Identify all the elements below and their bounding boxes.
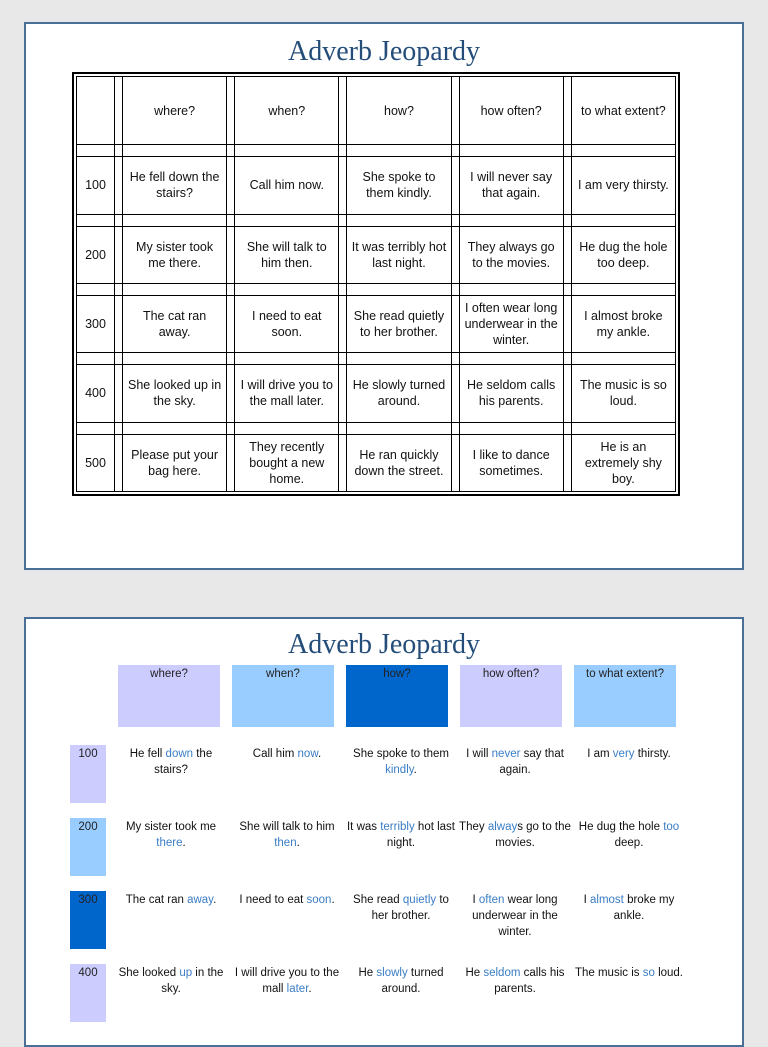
column-gap (563, 295, 571, 352)
question-cell: He dug the hole too deep. (571, 226, 675, 283)
answer-cell (458, 746, 572, 778)
question-cell: I will drive you to the mall later. (235, 365, 339, 422)
column-gap (227, 365, 235, 422)
column-header: where? (123, 77, 227, 145)
table-row (77, 365, 676, 422)
adverb-highlight: later (286, 983, 309, 995)
answer-cell (114, 965, 228, 997)
sentence-text: . (331, 894, 335, 906)
jeopardy-table (72, 72, 680, 496)
adverb-highlight: soon (306, 894, 332, 906)
column-gap (339, 157, 347, 214)
adverb-highlight: then (274, 837, 297, 849)
category-header[interactable]: how? (346, 665, 448, 727)
answer-cell (230, 819, 344, 851)
adverb-highlight: seldom (483, 967, 521, 979)
column-gap (115, 365, 123, 422)
slide-1 (24, 22, 744, 570)
question-cell: The music is so loud. (571, 365, 675, 422)
header-row (77, 77, 676, 145)
point-value: 100 (77, 157, 115, 214)
table-row (77, 434, 676, 491)
point-value: 200 (77, 226, 115, 283)
question-cell: He seldom calls his parents. (459, 365, 563, 422)
column-gap (115, 434, 123, 491)
sentence-text: She spoke to them (353, 748, 449, 760)
point-value: 500 (77, 434, 115, 491)
column-gap (451, 434, 459, 491)
sentence-text: . (318, 748, 322, 760)
column-header: how? (347, 77, 451, 145)
spacer-row (77, 283, 676, 295)
adverb-highlight: up (179, 967, 193, 979)
corner-cell (77, 77, 115, 145)
category-header[interactable]: to what extent? (574, 665, 676, 727)
column-gap (339, 295, 347, 352)
sentence-text: I need to eat (239, 894, 307, 906)
adverb-highlight: away (187, 894, 214, 906)
question-cell: I often wear long underwear in the winter. (459, 295, 563, 352)
column-gap (451, 365, 459, 422)
sentence-text: They (459, 821, 488, 833)
sentence-text: It was (346, 821, 381, 833)
point-value-tile[interactable]: 400 (70, 964, 106, 1022)
category-header[interactable]: where? (118, 665, 220, 727)
column-header: when? (235, 77, 339, 145)
answer-cell (458, 965, 572, 997)
column-gap (339, 226, 347, 283)
sentence-text: . (308, 983, 312, 995)
sentence-text: broke my ankle. (613, 894, 675, 922)
column-gap (451, 157, 459, 214)
answer-cell (114, 746, 228, 778)
sentence-text: deep. (614, 837, 644, 849)
sentence-text: thirsty. (634, 748, 671, 760)
sentence-text: wear long underwear in the winter. (472, 894, 558, 938)
column-gap (563, 365, 571, 422)
spacer-row (77, 145, 676, 157)
sentence-text: My sister took me (125, 821, 217, 833)
answer-cell (458, 892, 572, 940)
question-cell: The cat ran away. (123, 295, 227, 352)
answer-cell (230, 892, 344, 908)
question-cell: He fell down the stairs? (123, 157, 227, 214)
answer-cell (344, 965, 458, 997)
adverb-highlight: almost (590, 894, 624, 906)
table-row (77, 226, 676, 283)
sentence-text: He dug the hole (578, 821, 664, 833)
answer-cell (114, 819, 228, 851)
adverb-highlight: very (612, 748, 635, 760)
answer-cell (572, 965, 686, 981)
question-cell: He ran quickly down the street. (347, 434, 451, 491)
sentence-text: She will talk to him (239, 821, 335, 833)
adverb-highlight: terribly (380, 821, 415, 833)
question-cell: They recently bought a new home. (235, 434, 339, 491)
adverb-highlight: never (491, 748, 521, 760)
column-gap (451, 77, 459, 145)
sentence-text: I will (466, 748, 492, 760)
column-gap (563, 226, 571, 283)
slide-title: Adverb Jeopardy (287, 36, 481, 67)
sentence-text: turned around. (381, 967, 444, 995)
sentence-text: Call him (252, 748, 298, 760)
sentence-text: She looked (118, 967, 180, 979)
answer-cell (230, 746, 344, 762)
column-gap (563, 77, 571, 145)
adverb-highlight: so (642, 967, 655, 979)
question-cell: I will never say that again. (459, 157, 563, 214)
adverb-highlight: quietly (402, 894, 437, 906)
column-gap (227, 226, 235, 283)
question-cell: Please put your bag here. (123, 434, 227, 491)
sentence-text: I am (587, 748, 613, 760)
answer-cell (572, 746, 686, 762)
sentence-text: say that again. (499, 748, 564, 776)
point-value-tile[interactable]: 100 (70, 745, 106, 803)
adverb-highlight: slowly (376, 967, 408, 979)
point-value: 400 (77, 365, 115, 422)
column-gap (563, 157, 571, 214)
sentence-text: He (465, 967, 484, 979)
question-cell: I am very thirsty. (571, 157, 675, 214)
sentence-text: . (296, 837, 300, 849)
column-gap (339, 434, 347, 491)
question-cell: They always go to the movies. (459, 226, 563, 283)
sentence-text: She read (353, 894, 403, 906)
sentence-text: He (358, 967, 377, 979)
column-header: how often? (459, 77, 563, 145)
answer-cell (344, 819, 458, 851)
category-header[interactable]: how often? (460, 665, 562, 727)
question-cell: She will talk to him then. (235, 226, 339, 283)
spacer-row (77, 353, 676, 365)
sentence-text: I will drive you to the mall (234, 967, 340, 995)
answer-cell (572, 819, 686, 851)
sentence-text: to her brother. (371, 894, 449, 922)
column-gap (451, 226, 459, 283)
slide-title: Adverb Jeopardy (287, 629, 481, 660)
table-row (77, 295, 676, 352)
question-cell: She read quietly to her brother. (347, 295, 451, 352)
column-gap (227, 157, 235, 214)
question-cell: My sister took me there. (123, 226, 227, 283)
answer-cell (458, 819, 572, 851)
answer-cell (230, 965, 344, 997)
question-cell: She spoke to them kindly. (347, 157, 451, 214)
answer-cell (344, 746, 458, 778)
sentence-text: . (413, 764, 417, 776)
question-cell: I need to eat soon. (235, 295, 339, 352)
column-gap (115, 295, 123, 352)
sentence-text: I (472, 894, 479, 906)
adverb-highlight: often (478, 894, 505, 906)
answer-cell (344, 892, 458, 924)
point-value-tile[interactable]: 200 (70, 818, 106, 876)
column-gap (339, 77, 347, 145)
sentence-text: He fell (129, 748, 166, 760)
spacer-row (77, 422, 676, 434)
adverb-highlight: now (297, 748, 318, 760)
sentence-text: loud. (654, 967, 684, 979)
column-gap (339, 365, 347, 422)
sentence-text: in the sky. (161, 967, 224, 995)
column-gap (115, 157, 123, 214)
adverb-highlight: down (165, 748, 194, 760)
sentence-text: The cat ran (125, 894, 188, 906)
sentence-text: I (583, 894, 590, 906)
column-gap (115, 77, 123, 145)
question-cell: I almost broke my ankle. (571, 295, 675, 352)
column-gap (451, 295, 459, 352)
column-gap (563, 434, 571, 491)
question-cell: She looked up in the sky. (123, 365, 227, 422)
question-cell: I like to dance sometimes. (459, 434, 563, 491)
column-header: to what extent? (571, 77, 675, 145)
adverb-highlight: there (156, 837, 183, 849)
question-cell: It was terribly hot last night. (347, 226, 451, 283)
sentence-text: calls his parents. (494, 967, 565, 995)
sentence-text: hot last night. (386, 821, 456, 849)
sentence-text: The music is (574, 967, 643, 979)
point-value: 300 (77, 295, 115, 352)
adverb-highlight: alway (487, 821, 518, 833)
sentence-text: . (182, 837, 186, 849)
category-header[interactable]: when? (232, 665, 334, 727)
table-row (77, 157, 676, 214)
sentence-text: the stairs? (154, 748, 213, 776)
spacer-row (77, 214, 676, 226)
adverb-highlight: too (663, 821, 680, 833)
column-gap (227, 77, 235, 145)
column-gap (115, 226, 123, 283)
question-cell: Call him now. (235, 157, 339, 214)
point-value-tile[interactable]: 300 (70, 891, 106, 949)
sentence-text: . (213, 894, 217, 906)
answer-cell (114, 892, 228, 908)
column-gap (227, 295, 235, 352)
sentence-text: s go to the movies. (495, 821, 571, 849)
adverb-highlight: kindly (385, 764, 414, 776)
slide-2 (24, 617, 744, 1047)
question-cell: He slowly turned around. (347, 365, 451, 422)
question-cell: He is an extremely shy boy. (571, 434, 675, 491)
answer-cell (572, 892, 686, 924)
column-gap (227, 434, 235, 491)
